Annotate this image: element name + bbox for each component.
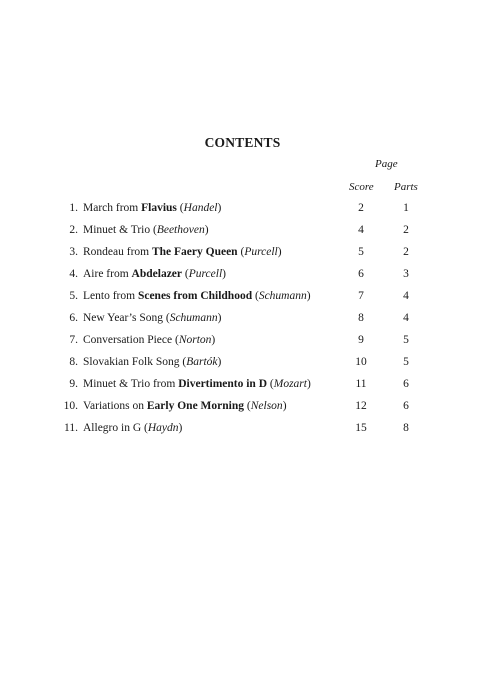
item-number: 8. — [69, 356, 78, 368]
item-title: New Year’s Song (Schumann) — [83, 312, 222, 324]
score-page: 6 — [358, 268, 364, 280]
score-page: 7 — [358, 290, 364, 302]
item-number: 6. — [69, 312, 78, 324]
item-number: 7. — [69, 334, 78, 346]
parts-page: 2 — [403, 224, 409, 236]
list-item — [0, 268, 485, 290]
list-item — [0, 202, 485, 224]
score-page: 11 — [355, 378, 367, 390]
list-item — [0, 356, 485, 378]
list-item — [0, 312, 485, 334]
item-number: 2. — [69, 224, 78, 236]
item-title: Aire from Abdelazer (Purcell) — [83, 268, 226, 280]
score-page: 10 — [355, 356, 367, 368]
score-column-header: Score — [349, 181, 374, 193]
page-column-group-header: Page — [375, 158, 398, 170]
score-page: 4 — [358, 224, 364, 236]
parts-page: 4 — [403, 290, 409, 302]
parts-page: 6 — [403, 400, 409, 412]
parts-page: 5 — [403, 334, 409, 346]
item-number: 3. — [69, 246, 78, 258]
item-number: 9. — [69, 378, 78, 390]
parts-page: 5 — [403, 356, 409, 368]
item-title: Minuet & Trio from Divertimento in D (Mozart) — [83, 378, 311, 390]
item-number: 4. — [69, 268, 78, 280]
parts-column-header: Parts — [394, 181, 418, 193]
score-page: 12 — [355, 400, 367, 412]
item-title: March from Flavius (Handel) — [83, 202, 222, 214]
score-page: 5 — [358, 246, 364, 258]
item-title: Variations on Early One Morning (Nelson) — [83, 400, 287, 412]
item-number: 10. — [63, 400, 78, 412]
score-page: 15 — [355, 422, 367, 434]
list-item — [0, 400, 485, 422]
list-item — [0, 334, 485, 356]
list-item — [0, 290, 485, 312]
page-title: CONTENTS — [204, 135, 281, 150]
parts-page: 3 — [403, 268, 409, 280]
item-title: Slovakian Folk Song (Bartók) — [83, 356, 222, 368]
item-title: Allegro in G (Haydn) — [83, 422, 183, 434]
parts-page: 6 — [403, 378, 409, 390]
list-item — [0, 422, 485, 444]
parts-page: 8 — [403, 422, 409, 434]
score-page: 8 — [358, 312, 364, 324]
item-title: Minuet & Trio (Beethoven) — [83, 224, 209, 236]
item-number: 1. — [69, 202, 78, 214]
item-number: 5. — [69, 290, 78, 302]
item-title: Rondeau from The Faery Queen (Purcell) — [83, 246, 282, 258]
item-title: Lento from Scenes from Childhood (Schumann) — [83, 290, 311, 302]
score-page: 9 — [358, 334, 364, 346]
contents-list — [0, 202, 485, 444]
list-item — [0, 224, 485, 246]
parts-page: 2 — [403, 246, 409, 258]
item-title: Conversation Piece (Norton) — [83, 334, 216, 346]
list-item — [0, 378, 485, 400]
score-page: 2 — [358, 202, 364, 214]
parts-page: 1 — [403, 202, 409, 214]
item-number: 11. — [64, 422, 78, 434]
list-item — [0, 246, 485, 268]
parts-page: 4 — [403, 312, 409, 324]
